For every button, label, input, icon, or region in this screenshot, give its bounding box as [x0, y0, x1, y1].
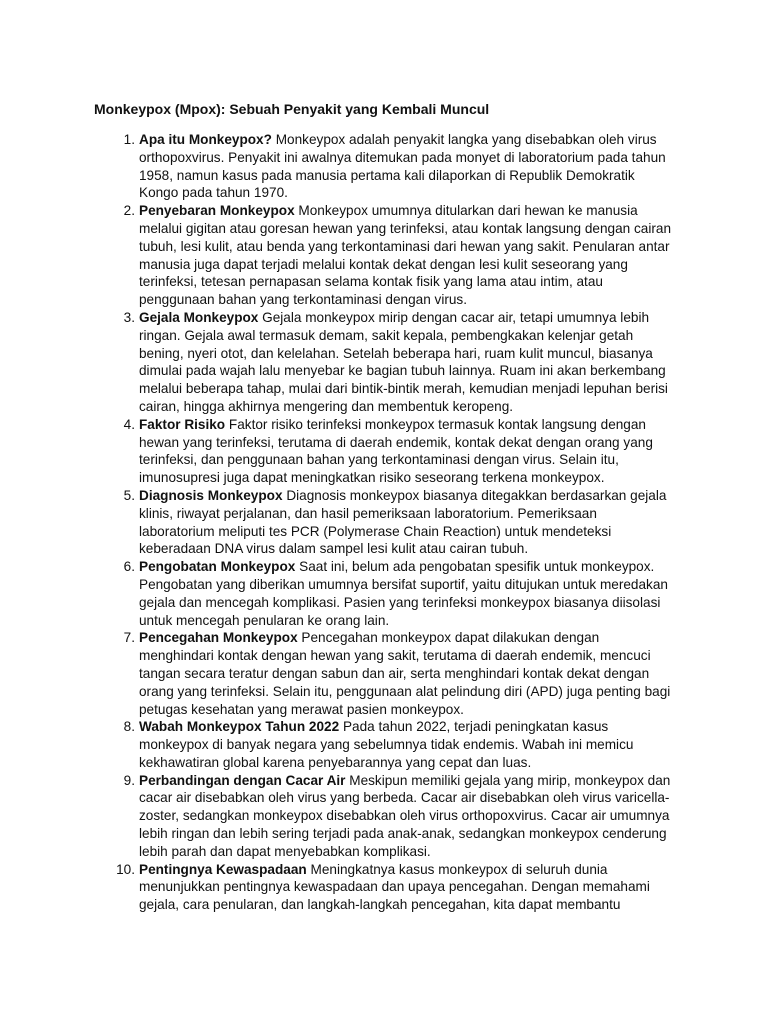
- list-item: [123, 718, 674, 771]
- item-number: 3.: [123, 309, 135, 325]
- list-item: [123, 131, 674, 202]
- item-heading: Perbandingan dengan Cacar Air: [139, 772, 346, 788]
- item-body: Monkeypox umumnya ditularkan dari hewan ke manusia melalui gigitan atau goresan hewan yang terinfeksi, atau kontak langsung dengan cairan tubuh, lesi kulit, atau benda yang terkontaminasi dari hewan yang sakit. Penularan antar manusia juga dapat terjadi melalui kontak dekat dengan lesi kulit seseorang yang terinfeksi, tetesan pernapasan selama kontak fisik yang lama atau intim, atau penggunaan bahan yang terkontaminasi dengan virus.: [139, 203, 672, 308]
- item-body: Diagnosis monkeypox biasanya ditegakkan berdasarkan gejala klinis, riwayat perjalanan, dan hasil pemeriksaan laboratorium. Pemeriksaan laboratorium meliputi tes PCR (Polymerase Chain Reaction) untuk mendeteksi keberadaan DNA virus dalam sampel lesi kulit atau cairan tubuh.: [139, 487, 667, 557]
- item-number: 8.: [123, 719, 135, 735]
- item-body: Pencegahan monkeypox dapat dilakukan dengan menghindari kontak dengan hewan yang sakit, terutama di daerah endemik, mencuci tangan secara teratur dengan sabun dan air, serta menghindari kontak dekat dengan orang yang terinfeksi. Selain itu, penggunaan alat pelindung diri (APD) juga penting bagi petugas kesehatan yang merawat pasien monkeypox.: [139, 630, 671, 717]
- list-item: [123, 772, 674, 861]
- item-number: 9.: [123, 772, 135, 788]
- item-heading: Wabah Monkeypox Tahun 2022: [139, 719, 340, 735]
- item-body: Monkeypox adalah penyakit langka yang disebabkan oleh virus orthopoxvirus. Penyakit ini awalnya ditemukan pada monyet di laboratorium pada tahun 1958, namun kasus pada manusia pertama kali dilaporkan di Republik Demokratik Kongo pada tahun 1970.: [139, 132, 666, 201]
- item-number: 2.: [123, 203, 135, 219]
- item-body: Faktor risiko terinfeksi monkeypox termasuk kontak langsung dengan hewan yang terinfeksi, terutama di daerah endemik, kontak dekat dengan orang yang terinfeksi, dan penggunaan bahan yang terkontaminasi dengan virus. Selain itu, imunosupresi juga dapat meningkatkan risiko seseorang terkena monkeypox.: [139, 416, 653, 486]
- numbered-list: [0, 131, 768, 914]
- item-heading: Diagnosis Monkeypox: [139, 487, 283, 503]
- item-heading: Penyebaran Monkeypox: [139, 203, 295, 219]
- item-body: Meskipun memiliki gejala yang mirip, monkeypox dan cacar air disebabkan oleh virus yang berbeda. Cacar air disebabkan oleh virus varicella-zoster, sedangkan monkeypox disebabkan oleh virus orthopoxvirus. Cacar air umumnya lebih ringan dan lebih sering terjadi pada anak-anak, sedangkan monkeypox cenderung lebih parah dan dapat menyebabkan komplikasi.: [139, 772, 671, 859]
- item-body: Pada tahun 2022, terjadi peningkatan kasus monkeypox di banyak negara yang sebelumnya tidak endemis. Wabah ini memicu kekhawatiran global karena penyebarannya yang cepat dan luas.: [139, 719, 634, 770]
- item-body: Saat ini, belum ada pengobatan spesifik untuk monkeypox. Pengobatan yang diberikan umumnya bersifat suportif, yaitu ditujukan untuk meredakan gejala dan mencegah komplikasi. Pasien yang terinfeksi monkeypox biasanya diisolasi untuk mencegah penularan ke orang lain.: [139, 559, 668, 628]
- item-heading: Pentingnya Kewaspadaan: [139, 861, 307, 877]
- document-title: Monkeypox (Mpox): Sebuah Penyakit yang Kembali Muncul: [94, 101, 490, 117]
- list-item: [116, 861, 674, 914]
- item-heading: Faktor Risiko: [139, 416, 226, 432]
- list-item: [123, 487, 674, 558]
- item-body: Meningkatnya kasus monkeypox di seluruh dunia menunjukkan pentingnya kewaspadaan dan upaya pencegahan. Dengan memahami gejala, cara penularan, dan langkah-langkah pencegahan, kita dapat membantu: [139, 861, 650, 913]
- list-item: [123, 558, 674, 629]
- item-number: 6.: [123, 559, 135, 575]
- item-number: 5.: [123, 487, 135, 503]
- item-heading: Pencegahan Monkeypox: [139, 630, 298, 646]
- item-heading: Gejala Monkeypox: [139, 309, 259, 325]
- item-heading: Pengobatan Monkeypox: [139, 559, 296, 575]
- list-item: [123, 309, 674, 416]
- list-item: [123, 416, 674, 487]
- item-number: 4.: [123, 416, 135, 432]
- list-item: [123, 202, 674, 309]
- item-number: 7.: [123, 630, 135, 646]
- list-item: [123, 629, 674, 718]
- item-number: 1.: [123, 132, 135, 147]
- item-heading: Apa itu Monkeypox?: [139, 132, 272, 147]
- item-body: Gejala monkeypox mirip dengan cacar air, tetapi umumnya lebih ringan. Gejala awal termasuk demam, sakit kepala, pembengkakan kelenjar getah bening, nyeri otot, dan kelelahan. Setelah beberapa hari, ruam kulit muncul, biasanya dimulai pada wajah lalu menyebar ke bagian tubuh lainnya. Ruam ini akan berkembang melalui beberapa tahap, mulai dari bintik-bintik merah, kemudian menjadi lepuhan berisi cairan, hingga akhirnya mengering dan membentuk keropeng.: [139, 309, 668, 414]
- item-number: 10.: [116, 861, 135, 877]
